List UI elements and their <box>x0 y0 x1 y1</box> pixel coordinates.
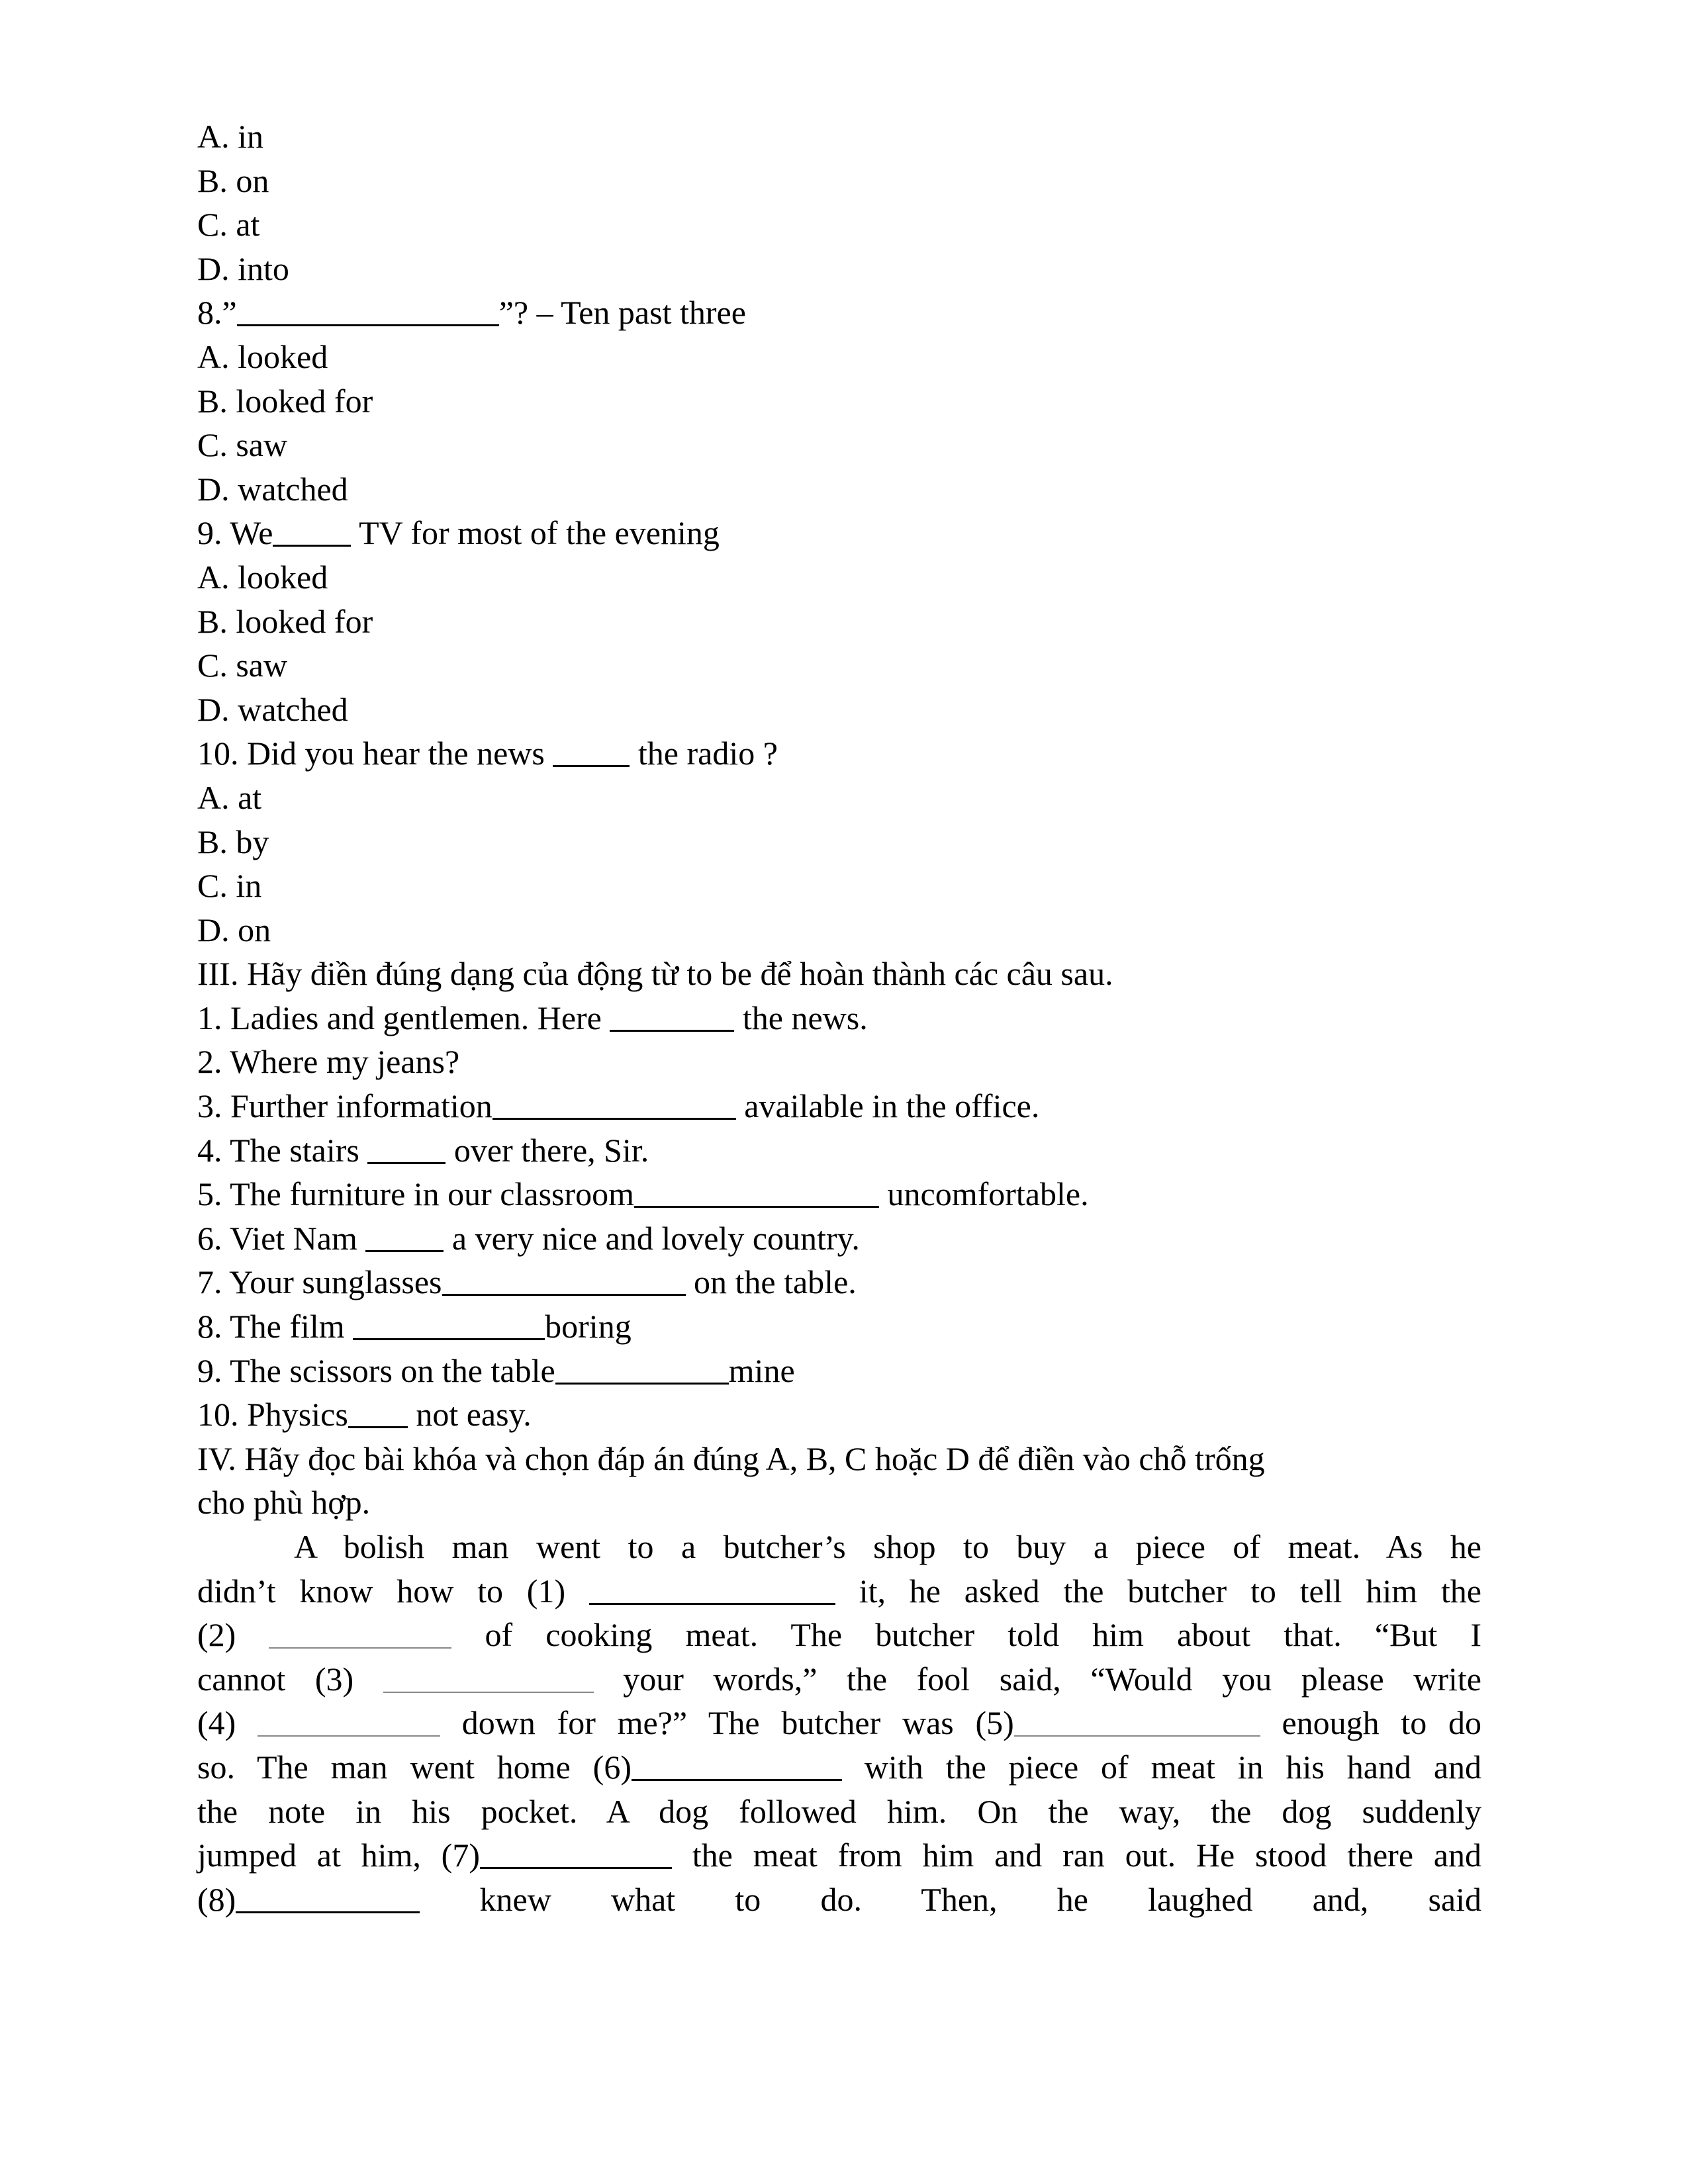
q8-question: 8.” ”? – Ten past three <box>197 294 746 332</box>
answer-blank <box>555 1383 729 1385</box>
passage-line-3: (2) of cooking meat. The butcher told him about that. “But I <box>197 1616 1481 1654</box>
q9-option-d: D. watched <box>197 690 348 728</box>
s3-item-6: 6. Viet Nam a very nice and lovely country. <box>197 1219 860 1257</box>
passage-line-5: (4) down for me?” The butcher was (5) enough to do <box>197 1704 1481 1742</box>
section-4-heading-cont: cho phù hợp. <box>197 1484 371 1522</box>
section-3-heading: III. Hãy điền đúng dạng của động từ to be để hoàn thành các câu sau. <box>197 955 1113 993</box>
s3-item-8: 8. The film boring <box>197 1308 632 1345</box>
s3-item-1: 1. Ladies and gentlemen. Here the news. <box>197 999 868 1036</box>
passage-blank-4 <box>258 1735 440 1737</box>
q10-option-d: D. on <box>197 911 271 948</box>
q7-option-b: B. on <box>197 161 269 199</box>
passage-line-6: so. The man went home (6) with the piece of meat in his hand and <box>197 1748 1482 1786</box>
passage-line-8: jumped at him, (7) the meat from him and ran out. He stood there and <box>197 1837 1481 1874</box>
answer-blank <box>365 1250 444 1252</box>
s3-item-2: 2. Where my jeans? <box>197 1043 460 1081</box>
q8-option-b: B. looked for <box>197 382 373 420</box>
passage-line-9: (8) knew what to do. Then, he laughed and, said <box>197 1880 1481 1918</box>
answer-blank <box>367 1162 445 1164</box>
answer-blank <box>273 545 351 547</box>
passage-blank-6 <box>632 1779 842 1781</box>
passage-blank-5 <box>1014 1735 1260 1737</box>
s3-item-4: 4. The stairs over there, Sir. <box>197 1131 649 1169</box>
passage-blank-2 <box>269 1647 451 1649</box>
passage-blank-8 <box>236 1911 420 1913</box>
q10-option-b: B. by <box>197 823 269 860</box>
q10-question: 10. Did you hear the news the radio ? <box>197 735 778 772</box>
passage-line-7: the note in his pocket. A dog followed him. On the way, the dog suddenly <box>197 1792 1481 1830</box>
answer-blank <box>353 1338 545 1340</box>
answer-blank <box>553 765 630 767</box>
passage-line-2: didn’t know how to (1) it, he asked the butcher to tell him the <box>197 1572 1481 1610</box>
q7-option-d: D. into <box>197 250 289 287</box>
q10-option-c: C. in <box>197 867 262 905</box>
s3-item-3: 3. Further information available in the office. <box>197 1087 1040 1125</box>
q8-option-a: A. looked <box>197 338 328 375</box>
passage-blank-3 <box>383 1692 594 1693</box>
q8-option-c: C. saw <box>197 426 288 464</box>
q9-option-b: B. looked for <box>197 602 373 640</box>
s3-item-9: 9. The scissors on the table mine <box>197 1351 795 1389</box>
q7-option-a: A. in <box>197 118 263 155</box>
q7-option-c: C. at <box>197 206 260 244</box>
q8-option-d: D. watched <box>197 470 348 508</box>
q9-option-a: A. looked <box>197 558 328 596</box>
q9-question: 9. We TV for most of the evening <box>197 514 720 552</box>
s3-item-10: 10. Physics not easy. <box>197 1396 532 1433</box>
q10-option-a: A. at <box>197 778 262 816</box>
answer-blank <box>634 1206 879 1208</box>
q9-option-c: C. saw <box>197 647 288 684</box>
passage-line-4: cannot (3) your words,” the fool said, “Would you please write <box>197 1660 1481 1698</box>
s3-item-7: 7. Your sunglasses on the table. <box>197 1263 857 1301</box>
answer-blank <box>348 1426 408 1428</box>
answer-blank <box>237 324 499 326</box>
s3-item-5: 5. The furniture in our classroom uncomfortable. <box>197 1175 1089 1213</box>
passage-line-1: A bolish man went to a butcher’s shop to buy a piece of meat. As he <box>294 1528 1481 1565</box>
passage-blank-7 <box>480 1867 672 1869</box>
answer-blank <box>610 1030 734 1032</box>
passage-blank-1 <box>589 1603 835 1605</box>
answer-blank <box>492 1118 736 1120</box>
worksheet-page <box>197 114 1481 1921</box>
answer-blank <box>442 1294 686 1296</box>
section-4-heading: IV. Hãy đọc bài khóa và chọn đáp án đúng A, B, C hoặc D để điền vào chỗ trống <box>197 1439 1265 1477</box>
